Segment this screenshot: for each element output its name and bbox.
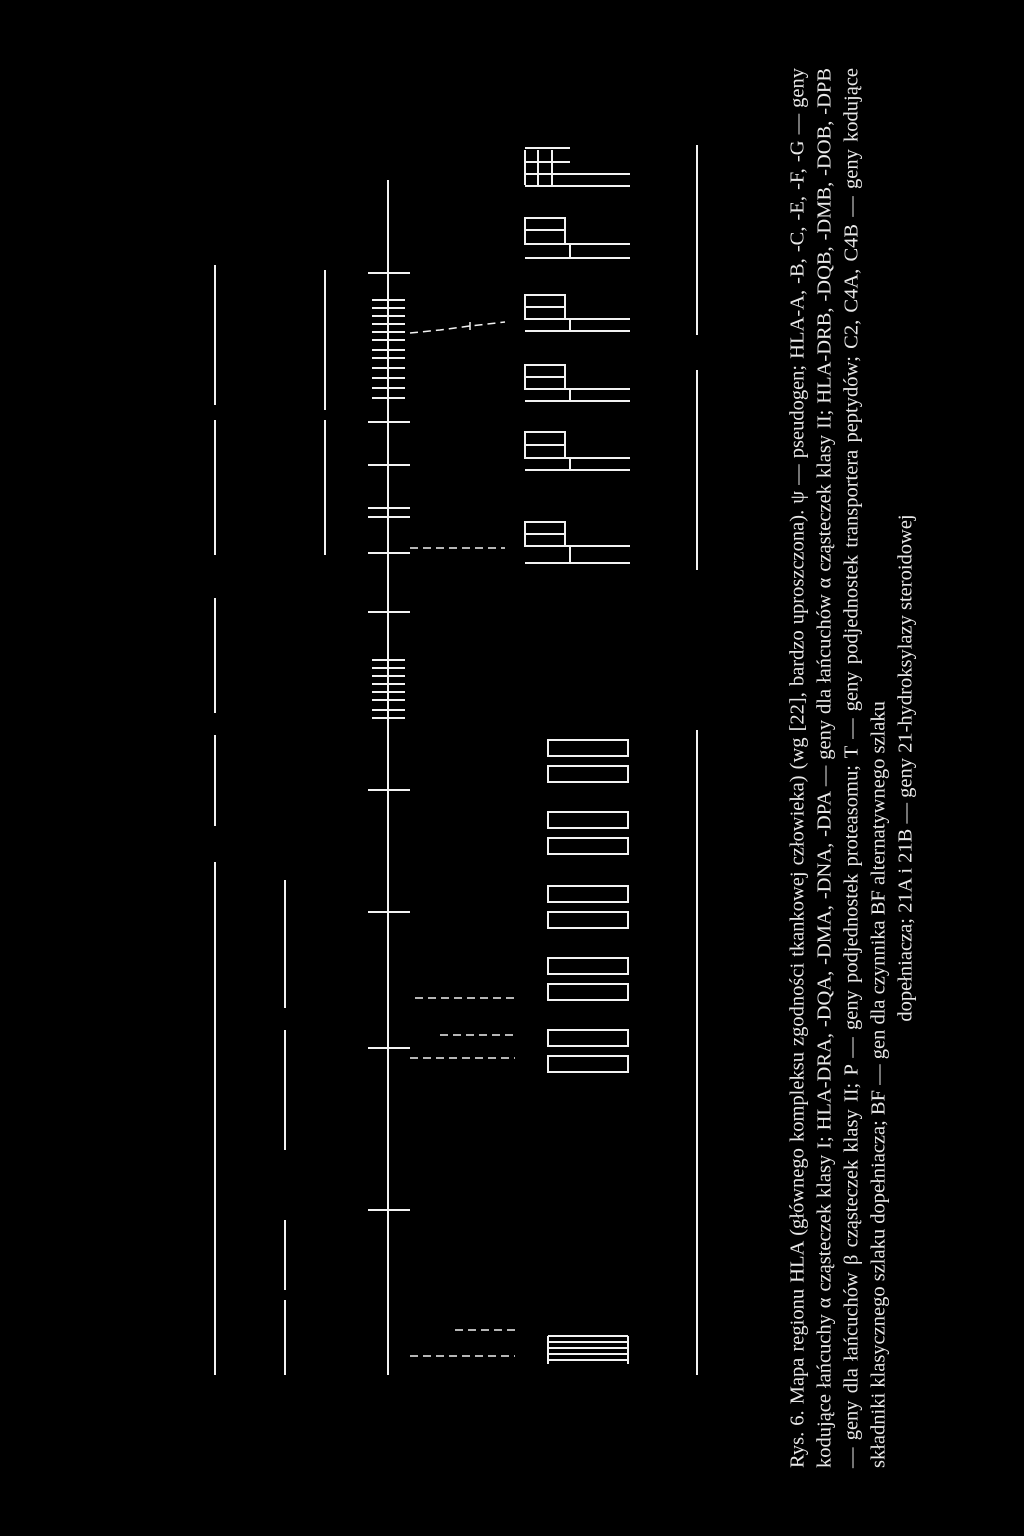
- gene-blocks-middle: [548, 740, 628, 1072]
- gene-blocks-lower: [548, 1336, 628, 1364]
- caption-line-3: HLA-DRB, -DQB, -DMB, -DOB, -DPB — geny dla łańcuchów β cząsteczek klasy II; P — geny podjednostek proteasomu; T — geny podjednostek: [813, 68, 863, 1468]
- caption-line-4: transportera peptydów; C2, C4A, C4B — geny kodujące składniki klasycznego szlaku dopełniacza; BF — gen dla czynnika BF alternatywnego szlaku: [840, 67, 890, 1468]
- figure-caption: [785, 68, 920, 1468]
- caption-line-5: dopełniacza; 21A i 21B — geny 21-hydroksylazy steroidowej: [894, 514, 917, 1022]
- caption-line-1: Rys. 6. Mapa regionu HLA (głównego kompleksu zgodności tkankowej człowieka) (wg [22], bardzo uproszczona). ψ — pseudogen; HLA-A, -B, -C,: [786, 226, 809, 1468]
- gene-blocks-upper: [525, 148, 630, 563]
- dashed-connectors: [410, 322, 515, 1356]
- caption-line-2: -E, -F, -G — geny kodujące łańcuchy α cząsteczek klasy I; HLA-DRA, -DQA, -DMA, -DNA, -DPA — geny dla łańcuchów α cząsteczek klasy II;: [786, 68, 836, 1468]
